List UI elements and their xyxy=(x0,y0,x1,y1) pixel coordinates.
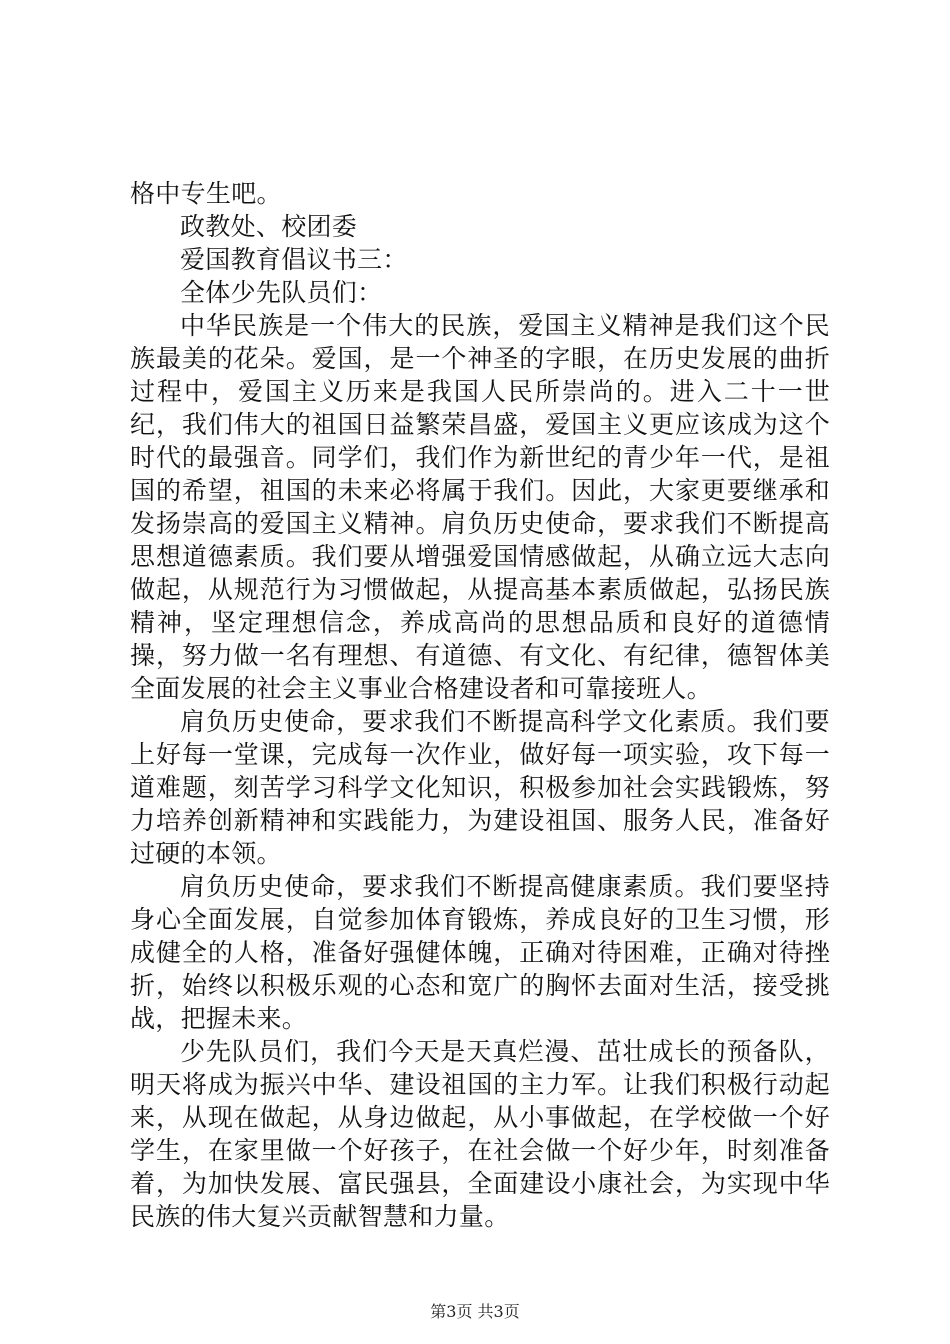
paragraph-body-2: 肩负历史使命，要求我们不断提高科学文化素质。我们要上好每一堂课，完成每一次作业，做好每一项实验，攻下每一道难题，刻苦学习科学文化知识，积极参加社会实践锻炼，努力培养创新精神和实践能力，为建设祖国、服务人民，准备好过硬的本领。 xyxy=(130,707,830,868)
paragraph-salutation: 全体少先队员们： xyxy=(180,278,383,307)
paragraph-body-4: 少先队员们，我们今天是天真烂漫、茁壮成长的预备队，明天将成为振兴中华、建设祖国的主力军。让我们积极行动起来，从现在做起，从身边做起，从小事做起，在学校做一个好学生，在家里做一个好孩子，在社会做一个好少年，时刻准备着，为加快发展、富民强县，全面建设小康社会，为实现中华民族的伟大复兴贡献智慧和力量。 xyxy=(130,1037,830,1231)
paragraph-heading: 爱国教育倡议书三： xyxy=(180,245,408,274)
page-number-footer: 第3页 共3页 xyxy=(430,1302,520,1321)
paragraph-continuation: 格中专生吧。 xyxy=(130,179,282,208)
paragraph-body-3: 肩负历史使命，要求我们不断提高健康素质。我们要坚持身心全面发展，自觉参加体育锻炼，养成良好的卫生习惯，形成健全的人格，准备好强健体魄，正确对待困难，正确对待挫折，始终以积极乐观的心态和宽广的胸怀去面对生活，接受挑战，把握未来。 xyxy=(130,872,830,1033)
document-body xyxy=(130,177,830,1233)
paragraph-signature: 政教处、校团委 xyxy=(180,212,358,241)
paragraph-body-1: 中华民族是一个伟大的民族，爱国主义精神是我们这个民族最美的花朵。爱国，是一个神圣的字眼，在历史发展的曲折过程中，爱国主义历来是我国人民所崇尚的。进入二十一世纪，我们伟大的祖国日益繁荣昌盛，爱国主义更应该成为这个时代的最强音。同学们，我们作为新世纪的青少年一代，是祖国的希望，祖国的未来必将属于我们。因此，大家更要继承和发扬崇高的爱国主义精神。肩负历史使命，要求我们不断提高思想道德素质。我们要从增强爱国情感做起，从确立远大志向做起，从规范行为习惯做起，从提高基本素质做起，弘扬民族精神，坚定理想信念，养成高尚的思想品质和良好的道德情操，努力做一名有理想、有道德、有文化、有纪律，德智体美全面发展的社会主义事业合格建设者和可靠接班人。 xyxy=(130,311,830,703)
